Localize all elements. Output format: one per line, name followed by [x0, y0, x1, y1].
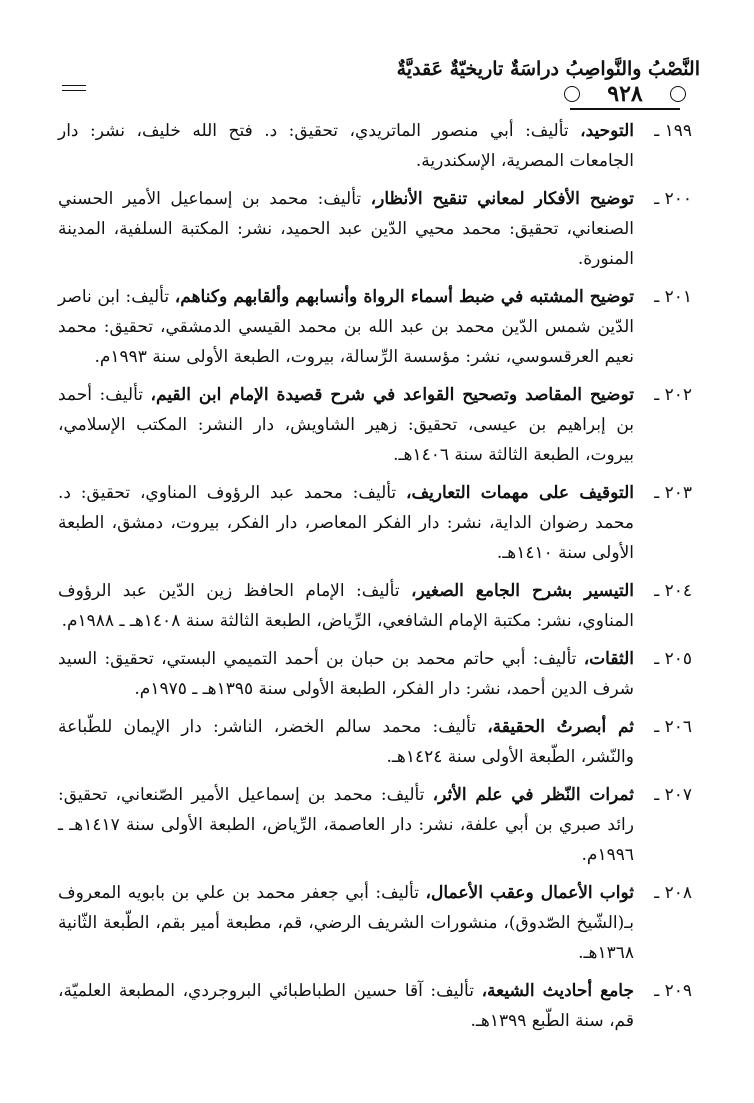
- entry-text: [58, 380, 634, 470]
- entry-number: ٢٠٩ ـ: [654, 981, 692, 1001]
- entry-number: ٢٠٥ ـ: [654, 649, 692, 669]
- entry-details: تأليف: محمد بن إسماعيل الأمير الصّنعاني، تحقيق: رائد صبري بن أبي علفة، نشر: دار العاصمة، الرِّياض، الطبعة الأولى سنة ١٤١٧هـ ـ ١٩٩٦م.: [58, 785, 634, 865]
- entry-text: [58, 878, 634, 968]
- entry-number: ٢٠٤ ـ: [654, 581, 692, 601]
- entry-details: تأليف: أبي منصور الماتريدي، تحقيق: د. فتح الله خليف، نشر: دار الجامعات المصرية، الإسكندرية.: [58, 121, 634, 171]
- bibliography-entry: [58, 116, 692, 176]
- entry-number: ٢٠٧ ـ: [654, 785, 692, 805]
- page-number: ٩٢٨: [607, 81, 643, 107]
- entry-text: [58, 478, 634, 568]
- header-double-rule: [62, 85, 86, 91]
- bibliography-entry: [58, 380, 692, 470]
- bibliography-entry: [58, 878, 692, 968]
- entry-details: تأليف: أبي جعفر محمد بن علي بن بابويه المعروف بـ(الشّيخ الصّدوق)، منشورات الشريف الرضي، قم، مطبعة أمير بقم، الطّبعة الثّانية ١٣٦٨هـ.: [58, 883, 634, 963]
- entry-title: توضيح المشتبه في ضبط أسماء الرواة وأنسابهم وألقابهم وكناهم،: [174, 287, 634, 307]
- running-title: النَّصْبُ والنَّواصِبُ دراسَةٌ تاريخيّةٌ عَقديَّةٌ: [396, 58, 700, 80]
- entry-title: الثقات،: [583, 649, 634, 669]
- entry-details: تأليف: محمد عبد الرؤوف المناوي، تحقيق: د. محمد رضوان الداية، نشر: دار الفكر المعاصر، دار الفكر، بيروت، دمشق، الطبعة الأولى سنة ١٤١٠هـ.: [58, 483, 634, 563]
- entry-details: تأليف: محمد سالم الخضر، الناشر: دار الإيمان للطّباعة والنّشر، الطّبعة الأولى سنة ١٤٢٤هـ.: [58, 717, 634, 767]
- bibliography-entry: [58, 576, 692, 636]
- entry-details: تأليف: الإمام الحافظ زين الدّين عبد الرؤوف المناوي، نشر: مكتبة الإمام الشافعي، الرِّياض، الطبعة الثالثة سنة ١٤٠٨هـ ـ ١٩٨٨م.: [58, 581, 634, 631]
- entry-details: تأليف: أبي حاتم محمد بن حبان بن أحمد التميمي البستي، تحقيق: السيد شرف الدين أحمد، نشر: دار الفكر، الطبعة الأولى سنة ١٣٩٥هـ ـ ١٩٧٥م.: [58, 649, 634, 699]
- entry-title: ثواب الأعمال وعقب الأعمال،: [425, 883, 634, 903]
- entry-title: التوحيد،: [580, 121, 634, 141]
- bibliography-entry: [58, 712, 692, 772]
- entry-title: التوقيف على مهمات التعاريف،: [405, 483, 634, 503]
- entry-number: ٢٠٠ ـ: [654, 189, 692, 209]
- bibliography-entry: [58, 478, 692, 568]
- entry-text: [58, 184, 634, 274]
- entry-title: التيسير بشرح الجامع الصغير،: [411, 581, 634, 601]
- entry-details: تأليف: محمد بن إسماعيل الأمير الحسني الصنعاني، تحقيق: محمد محيي الدّين عبد الحميد، نشر: المكتبة السلفية، المدينة المنورة.: [58, 189, 634, 269]
- bibliography-entry: [58, 282, 692, 372]
- bibliography-list: [58, 116, 692, 1044]
- entry-text: [58, 976, 634, 1036]
- entry-number: ٢٠٢ ـ: [654, 385, 692, 405]
- entry-details: تأليف: ابن ناصر الدّين شمس الدّين محمد بن عبد الله بن محمد القيسي الدمشقي، تحقيق: محمد نعيم العرقسوسي، نشر: مؤسسة الرِّسالة، بيروت، الطبعة الأولى سنة ١٩٩٣م.: [58, 287, 634, 367]
- entry-number: ٢٠٨ ـ: [654, 883, 692, 903]
- entry-text: [58, 116, 634, 176]
- bibliography-entry: [58, 184, 692, 274]
- entry-text: [58, 644, 634, 704]
- entry-text: [58, 780, 634, 870]
- entry-title: جامع أحاديث الشيعة،: [481, 981, 634, 1001]
- entry-details: تأليف: آقا حسين الطباطبائي البروجردي، المطبعة العلميّة، قم، سنة الطّبع ١٣٩٩هـ.: [58, 981, 634, 1031]
- entry-number: ٢٠١ ـ: [654, 287, 692, 307]
- entry-title: توضيح الأفكار لمعاني تنقيح الأنظار،: [370, 189, 634, 209]
- entry-title: توضيح المقاصد وتصحيح القواعد في شرح قصيدة الإمام ابن القيم،: [150, 385, 634, 405]
- bibliography-entry: [58, 644, 692, 704]
- entry-number: ٢٠٦ ـ: [654, 717, 692, 737]
- entry-number: ٢٠٣ ـ: [654, 483, 692, 503]
- bibliography-entry: [58, 976, 692, 1036]
- entry-title: ثمرات النّظر في علم الأثر،: [432, 785, 634, 805]
- entry-title: ثم أبصرتُ الحقيقة،: [487, 717, 634, 737]
- entry-text: [58, 282, 634, 372]
- entry-text: [58, 712, 634, 772]
- page-header: [62, 58, 700, 110]
- entry-number: ١٩٩ ـ: [654, 121, 692, 141]
- bibliography-entry: [58, 780, 692, 870]
- entry-details: تأليف: أحمد بن إبراهيم بن عيسى، تحقيق: زهير الشاويش، دار النشر: المكتب الإسلامي، بيروت، الطبعة الثالثة سنة ١٤٠٦هـ.: [58, 385, 634, 465]
- page-number-ornament: [570, 78, 680, 110]
- entry-text: [58, 576, 634, 636]
